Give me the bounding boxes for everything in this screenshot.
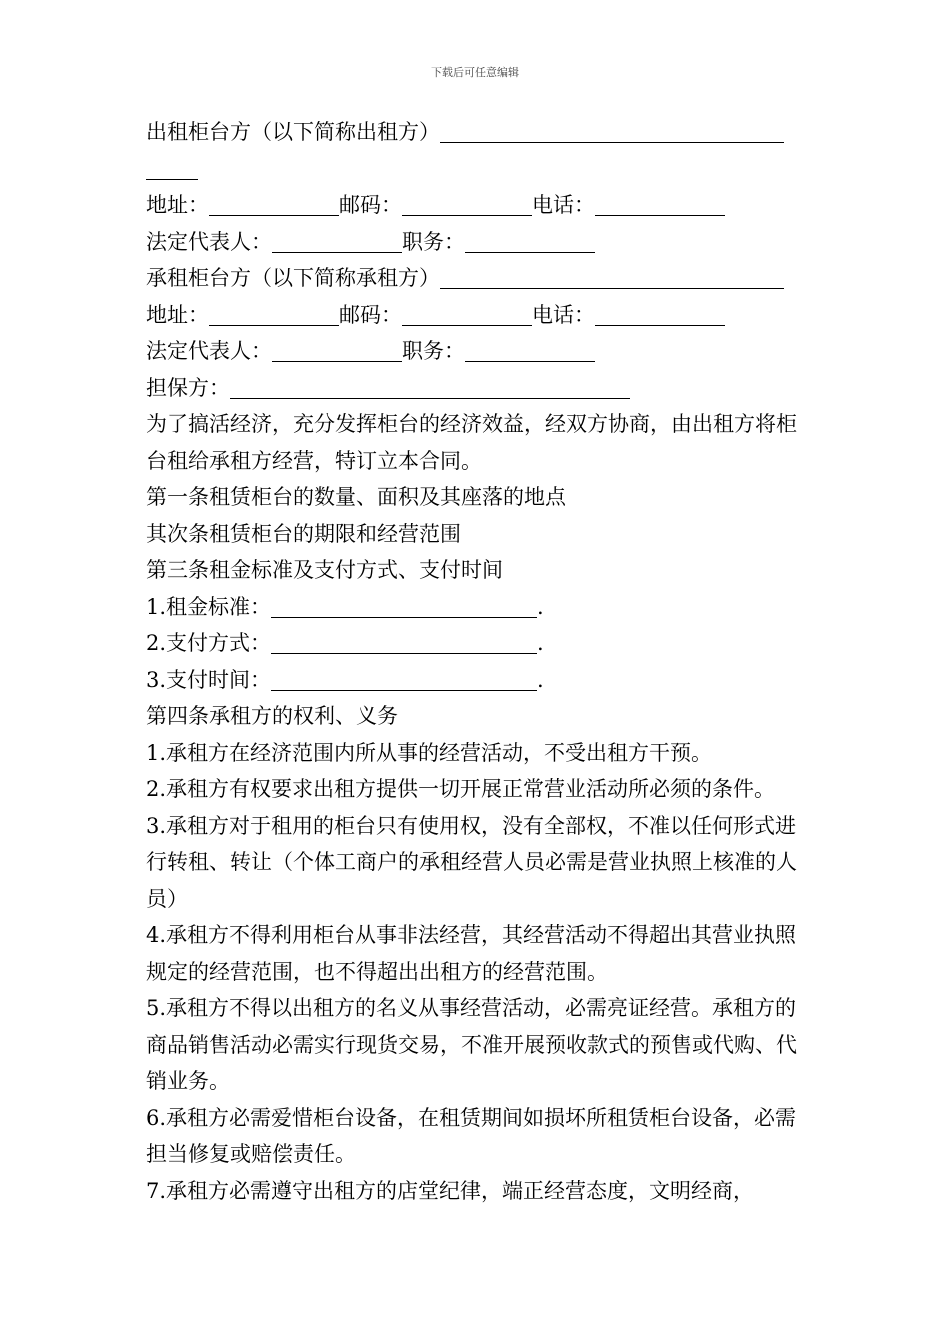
- lessee-address-label: 地址：: [146, 302, 209, 327]
- lessee-label: 承租柜台方（以下简称承租方）: [146, 266, 440, 290]
- lessor-title-label: 职务：: [402, 229, 465, 254]
- guarantor-label: 担保方：: [146, 375, 230, 400]
- lessor-label: 出租柜台方（以下简称出租方）: [146, 120, 440, 144]
- lessor-postcode-label: 邮码：: [339, 193, 402, 217]
- intro-paragraph: 为了搞活经济，充分发挥柜台的经济效益，经双方协商，由出租方将柜台租给承租方经营，特订立本合同。: [146, 412, 797, 473]
- lessor-name-blank: [440, 120, 784, 143]
- lessor-rep-label: 法定代表人：: [146, 229, 272, 254]
- guarantor-blank: [230, 376, 630, 399]
- contract-body: [146, 114, 814, 1209]
- lessor-title-blank: [465, 230, 595, 253]
- lessor-line-continued: [146, 151, 814, 188]
- lessee-title-label: 职务：: [402, 339, 465, 363]
- rent-standard-label: 1.租金标准：: [146, 594, 272, 619]
- lessee-postcode-blank: [402, 303, 532, 326]
- article-4-item: 5.承租方不得以出租方的名义从事经营活动，必需亮证经营。承租方的商品销售活动必需实行现货交易，不准开展预收款式的预售或代购、代销业务。: [146, 996, 797, 1093]
- lessee-title-blank: [465, 339, 595, 362]
- lessor-contact-line: [146, 187, 814, 224]
- lessee-postcode-label: 邮码：: [339, 302, 402, 327]
- article-4-item: 1.承租方在经济范围内所从事的经营活动，不受出租方干预。: [146, 740, 713, 765]
- lessor-line: [146, 114, 814, 151]
- article-1-title: 第一条租赁柜台的数量、面积及其座落的地点: [146, 485, 566, 509]
- page-header: 下载后可任意编辑: [431, 66, 519, 79]
- guarantor-line: [146, 370, 814, 407]
- rent-standard-line: [146, 589, 814, 626]
- lessor-phone-blank: [595, 193, 725, 216]
- article-4-item: 2.承租方有权要求出租方提供一切开展正常营业活动所必须的条件。: [146, 777, 776, 801]
- article-4-item: 3.承租方对于租用的柜台只有使用权，没有全部权，不准以任何形式进行转租、转让（个体工商户的承租经营人员必需是营业执照上核准的人员）: [146, 813, 797, 911]
- lessor-name-blank-continued: [146, 157, 198, 180]
- lessee-rep-blank: [272, 339, 402, 362]
- payment-method-line: [146, 625, 814, 662]
- lessor-postcode-blank: [402, 193, 532, 216]
- lessee-address-blank: [209, 303, 339, 326]
- article-4-item: 6.承租方必需爱惜柜台设备，在租赁期间如损坏所租赁柜台设备，必需担当修复或赔偿责任。: [146, 1105, 797, 1166]
- article-3-title: 第三条租金标准及支付方式、支付时间: [146, 558, 503, 582]
- article-2-title: 其次条租赁柜台的期限和经营范围: [146, 521, 461, 546]
- payment-time-blank: [271, 668, 537, 691]
- payment-method-label: 2.支付方式：: [146, 631, 272, 655]
- lessee-contact-line: [146, 297, 814, 334]
- article-4-item: 7.承租方必需遵守出租方的店堂纪律，端正经营态度，文明经商，: [146, 1178, 755, 1203]
- rent-standard-blank: [271, 595, 537, 618]
- payment-method-end: .: [537, 631, 544, 655]
- rent-standard-end: .: [537, 594, 544, 619]
- lessor-address-label: 地址：: [146, 193, 209, 217]
- payment-time-end: .: [537, 667, 544, 692]
- lessee-line: [146, 260, 814, 297]
- article-4-title: 第四条承租方的权利、义务: [146, 704, 398, 728]
- lessee-phone-blank: [595, 303, 725, 326]
- lessor-rep-line: [146, 224, 814, 261]
- article-4-item: 4.承租方不得利用柜台从事非法经营，其经营活动不得超出其营业执照规定的经营范围，也不得超出出租方的经营范围。: [146, 923, 797, 984]
- payment-time-label: 3.支付时间：: [146, 667, 272, 692]
- lessor-rep-blank: [272, 230, 402, 253]
- lessee-name-blank: [440, 266, 784, 289]
- lessor-phone-label: 电话：: [532, 193, 595, 217]
- lessee-rep-label: 法定代表人：: [146, 339, 272, 363]
- lessee-phone-label: 电话：: [532, 302, 595, 327]
- lessor-address-blank: [209, 193, 339, 216]
- lessee-rep-line: [146, 333, 814, 370]
- payment-time-line: [146, 662, 814, 699]
- payment-method-blank: [271, 631, 537, 654]
